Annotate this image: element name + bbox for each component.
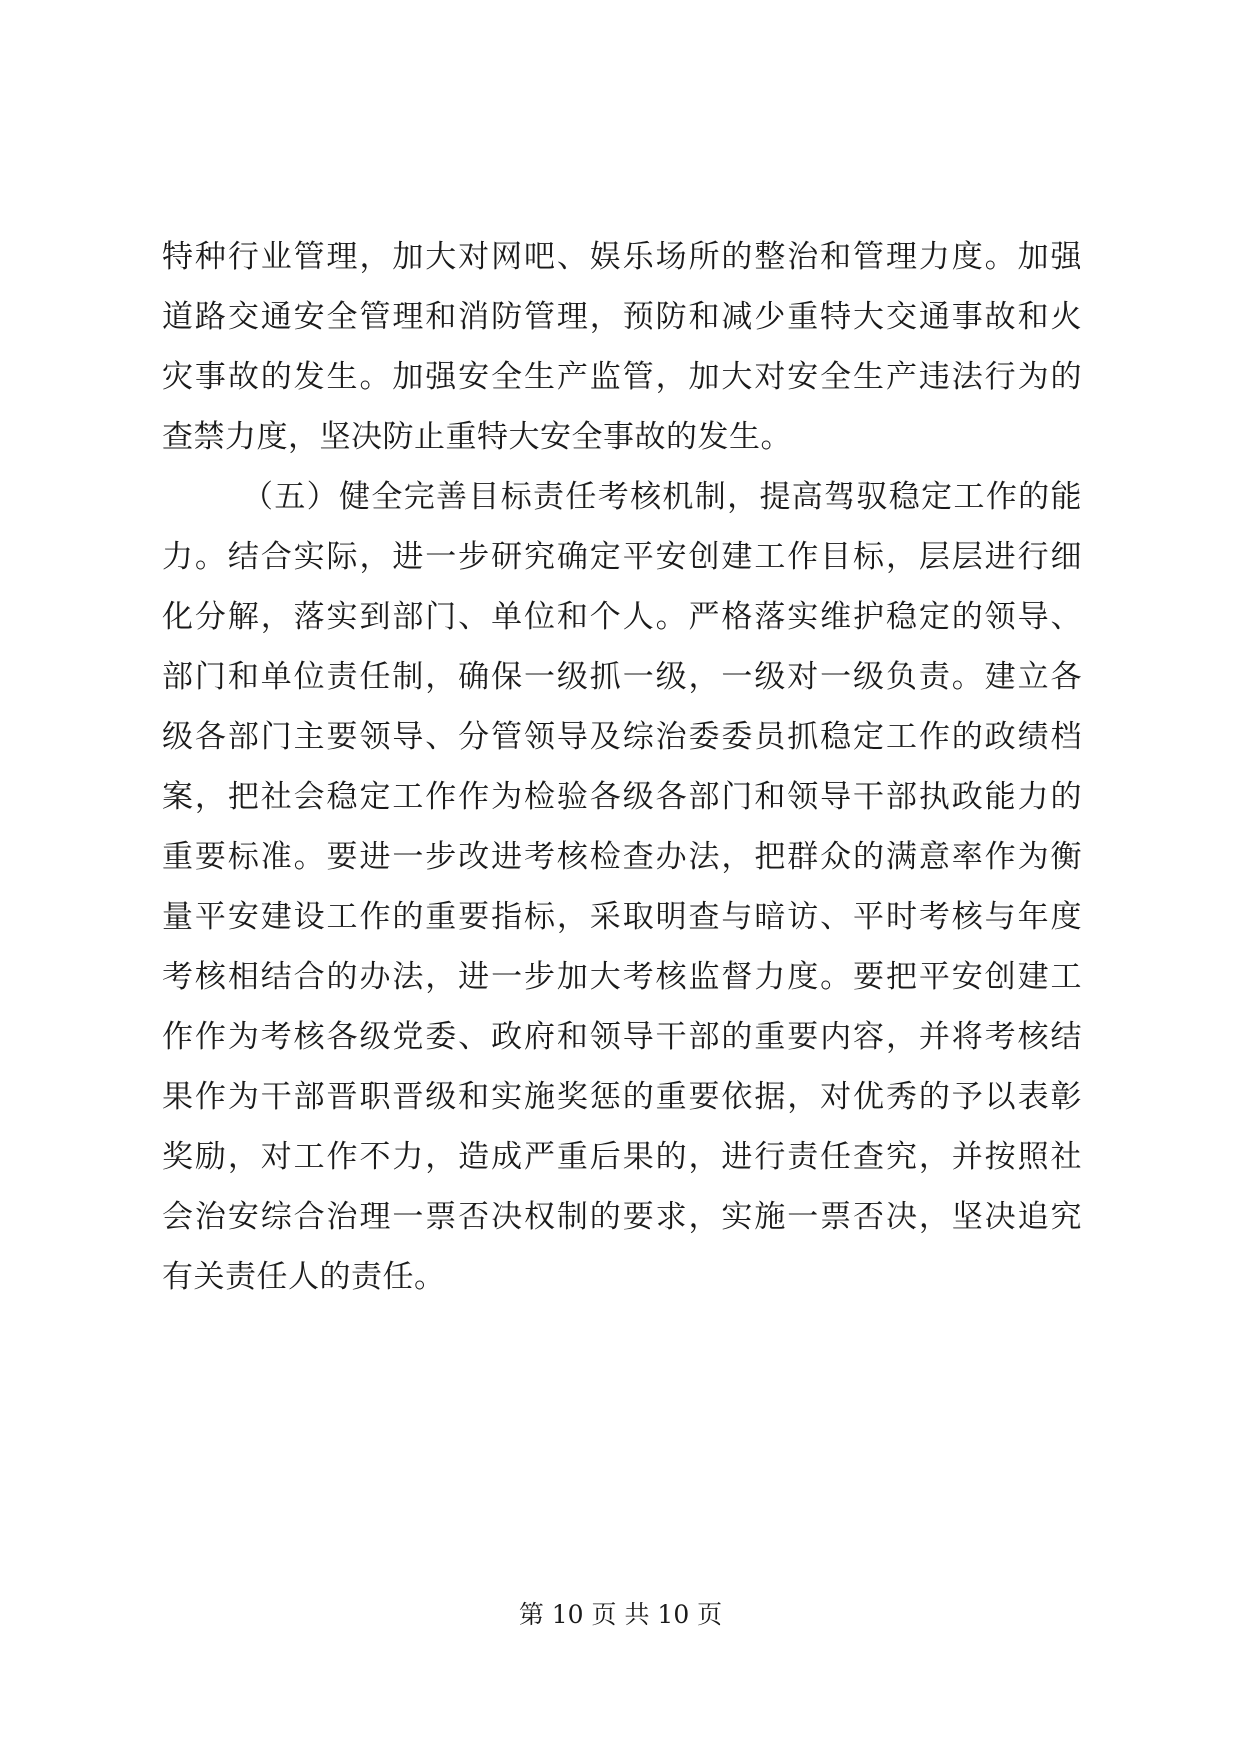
page-footer: 第 10 页 共 10 页 — [518, 1600, 723, 1629]
text-line: 部门和单位责任制，确保一级抓一级，一级对一级负责。建立各 — [162, 659, 1082, 695]
text-line: 特种行业管理，加大对网吧、娱乐场所的整治和管理力度。加强 — [162, 239, 1082, 275]
text-line: 果作为干部晋职晋级和实施奖惩的重要依据，对优秀的予以表彰 — [162, 1079, 1082, 1115]
text-line: 量平安建设工作的重要指标，采取明查与暗访、平时考核与年度 — [162, 899, 1082, 935]
text-line: 考核相结合的办法，进一步加大考核监督力度。要把平安创建工 — [162, 959, 1082, 995]
text-line: 化分解，落实到部门、单位和个人。严格落实维护稳定的领导、 — [162, 599, 1082, 635]
text-line: 作作为考核各级党委、政府和领导干部的重要内容，并将考核结 — [162, 1019, 1082, 1055]
text-line: 重要标准。要进一步改进考核检查办法，把群众的满意率作为衡 — [162, 839, 1082, 875]
body-text — [162, 227, 1082, 1307]
text-line: 奖励，对工作不力，造成严重后果的，进行责任查究，并按照社 — [162, 1139, 1082, 1175]
text-line: 道路交通安全管理和消防管理，预防和减少重特大交通事故和火 — [162, 299, 1082, 335]
text-line: 会治安综合治理一票否决权制的要求，实施一票否决，坚决追究 — [162, 1199, 1082, 1235]
text-line: 灾事故的发生。加强安全生产监管，加大对安全生产违法行为的 — [162, 359, 1082, 395]
paragraph-heading-line: （五）健全完善目标责任考核机制，提高驾驭稳定工作的能 — [242, 479, 1082, 515]
text-line: 级各部门主要领导、分管领导及综治委委员抓稳定工作的政绩档 — [162, 719, 1082, 755]
text-line: 有关责任人的责任。 — [162, 1259, 446, 1295]
text-line: 查禁力度，坚决防止重特大安全事故的发生。 — [162, 419, 792, 455]
text-line: 案，把社会稳定工作作为检验各级各部门和领导干部执政能力的 — [162, 779, 1082, 815]
text-line: 力。结合实际，进一步研究确定平安创建工作目标，层层进行细 — [162, 539, 1082, 575]
